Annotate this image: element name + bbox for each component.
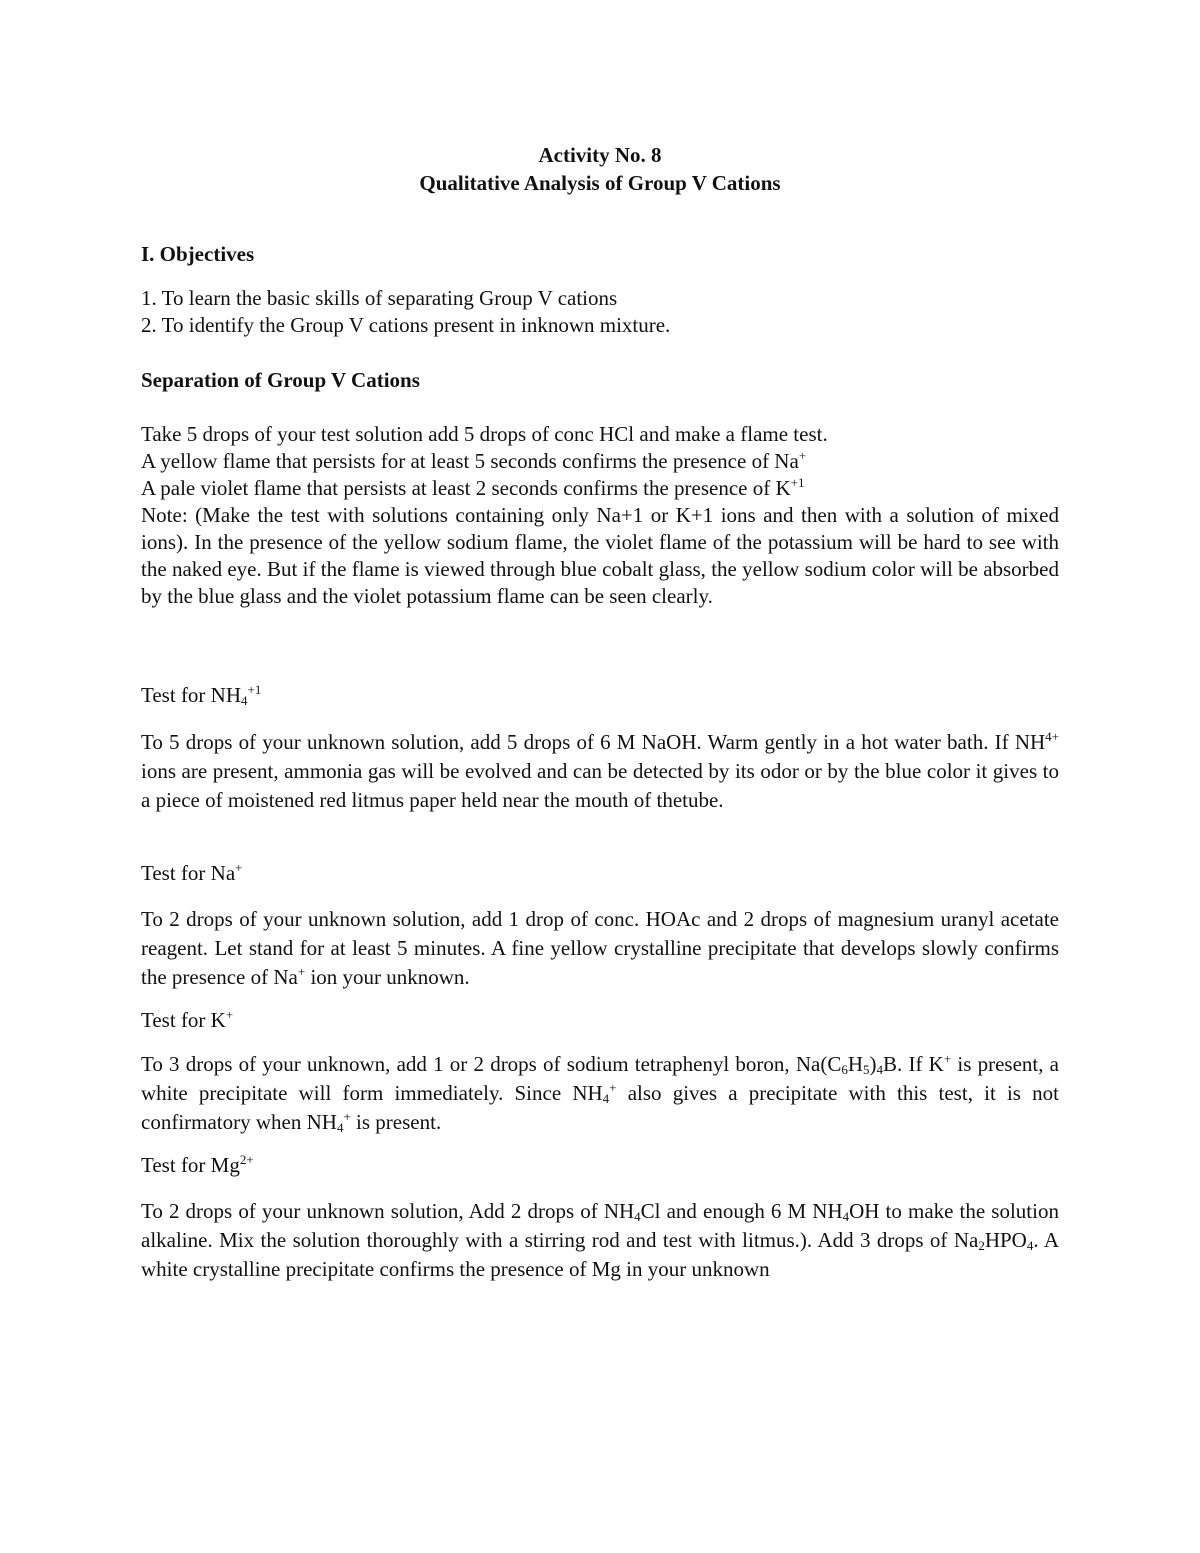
document-title: [0, 141, 1200, 197]
separation-section: [141, 421, 1059, 610]
test-mg-paragraph: To 2 drops of your unknown solution, Add 2 drops of $NH_4Cl$ and enough 6 M $NH_4OH$ to make the solution alkaline. Mix the solution thoroughly with a stirring rod and test with litmus.). Add 3 drops of $Na_2HPO_4$. A white crystalline precipitate confirms the presence of Mg in your unknown: [141, 1199, 1060, 1281]
separation-note: Note: (Make the test with solutions containing only Na+1 or K+1 ions and then with a solution of mixed ions). In the presence of the yellow sodium flame, the violet flame of the potassium will be hard to see with the naked eye. But if the flame is viewed through blue cobalt glass, the yellow sodium color will be absorbed by the blue glass and the violet potassium flame can be seen clearly.: [141, 503, 1059, 608]
test-k-heading: Test for K+: [141, 1007, 234, 1032]
separation-line: A yellow flame that persists for at least 5 seconds confirms the presence of Na+: [141, 448, 807, 473]
test-k-paragraph: To 3 drops of your unknown, add 1 or 2 drops of sodium tetraphenyl boron, $Na(C_6H_5)_4B$. If K+ is present, a white precipitate will form immediately. Since $NH_4^+$ also gives a precipitate with this test, it is not confirmatory when $NH_4^+$ is present.: [141, 1051, 1059, 1135]
objectives-list: [141, 285, 1059, 339]
test-nh4-heading: Test for $NH_4^{+1}$: [141, 682, 262, 708]
test-nh4-paragraph: To 5 drops of your unknown solution, add 5 drops of 6 M NaOH. Warm gently in a hot water bath. If $NH^{4+}$ ions are present, ammonia gas will be evolved and can be detected by its odor or by the blue color it gives to a piece of moistened red litmus paper held near the mouth of thetube.: [141, 729, 1059, 812]
objectives-heading: I. Objectives: [141, 242, 255, 266]
test-na-heading: Test for Na+: [141, 860, 243, 885]
activity-number: Activity No. 8: [538, 143, 662, 167]
separation-heading: Separation of Group V Cations: [141, 368, 420, 392]
objective-item: 2. To identify the Group V cations present in inknown mixture.: [141, 313, 671, 337]
separation-line: A pale violet flame that persists at least 2 seconds confirms the presence of $K^{+1}$: [141, 475, 805, 500]
objective-item: 1. To learn the basic skills of separating Group V cations: [141, 286, 618, 310]
test-na-paragraph: To 2 drops of your unknown solution, add 1 drop of conc. HOAc and 2 drops of magnesium uranyl acetate reagent. Let stand for at least 5 minutes. A fine yellow crystalline precipitate that develops slowly confirms the presence of Na+ ion your unknown.: [141, 907, 1059, 989]
test-mg-heading: Test for $Mg^{2+}$: [141, 1152, 254, 1177]
activity-title: Qualitative Analysis of Group V Cations: [419, 171, 781, 195]
separation-line: Take 5 drops of your test solution add 5 drops of conc HCl and make a flame test.: [141, 422, 828, 446]
